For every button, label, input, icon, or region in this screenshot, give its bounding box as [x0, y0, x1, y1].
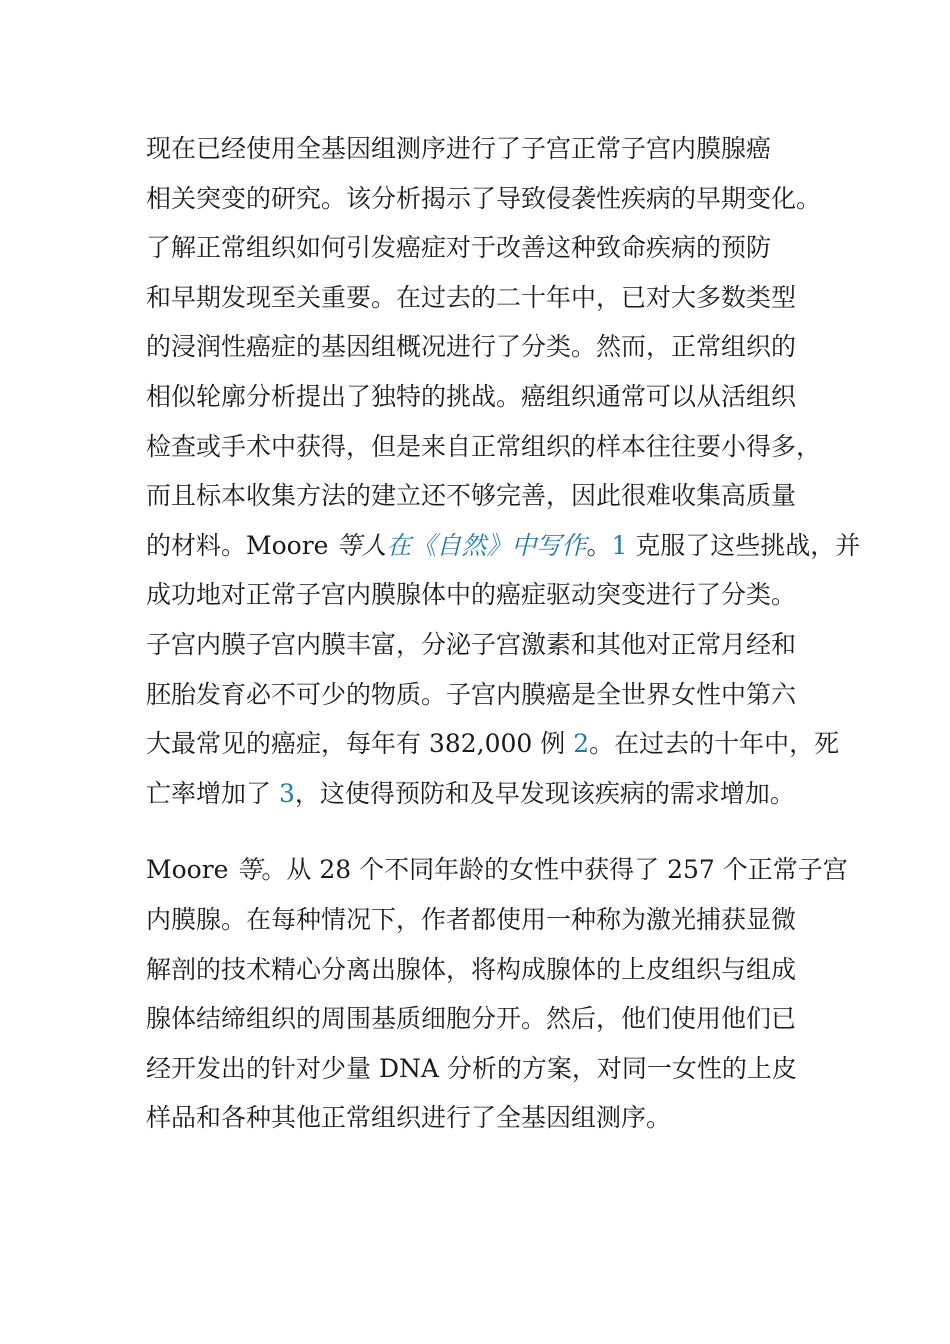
paragraph-1 — [146, 124, 861, 818]
text-segment: 大最常见的癌症，每年有 382,000 例 — [146, 729, 574, 759]
text-segment: 。 — [586, 530, 612, 560]
text-segment: 检查或手术中获得，但是来自正常组织的样本往往要小得多， — [146, 431, 822, 461]
text-line — [146, 521, 861, 571]
text-line — [146, 273, 836, 323]
text-line — [146, 471, 836, 521]
text-line — [146, 570, 836, 620]
article-body — [146, 124, 861, 1143]
text-segment: ，这使得预防和及早发现该疾病的需求增加。 — [294, 778, 795, 808]
text-segment: 等 — [236, 855, 262, 885]
text-segment: 克服了这些挑战，并 — [627, 530, 861, 560]
text-line — [146, 372, 836, 422]
text-segment: 内膜腺。在每种情况下，作者都使用一种称为激光捕获显微 — [146, 904, 797, 934]
text-line — [146, 670, 836, 720]
reference-link[interactable]: 3 — [278, 778, 295, 808]
reference-link[interactable]: 在《自然》中写作 — [386, 530, 587, 560]
text-segment: 和早期发现至关重要。在过去的二十年中，已对大多数类型 — [146, 282, 797, 312]
text-segment: 。在过去的十年中，死 — [589, 729, 840, 759]
text-segment: 等人 — [336, 530, 387, 560]
text-segment: 经开发出的针对少量 DNA 分析的方案，对同一女性的上皮 — [146, 1053, 797, 1083]
text-segment: 的材料。Moore — [146, 530, 337, 560]
text-line — [146, 945, 836, 995]
text-line — [146, 769, 836, 819]
text-segment: 了解正常组织如何引发癌症对于改善这种致命疾病的预防 — [146, 233, 772, 263]
text-line — [146, 322, 836, 372]
text-segment: Moore — [146, 855, 237, 885]
text-segment: 亡率增加了 — [146, 778, 279, 808]
text-segment: 子宫内膜子宫内膜丰富，分泌子宫激素和其他对正常月经和 — [146, 629, 797, 659]
text-segment: 样品和各种其他正常组织进行了全基因组测序。 — [146, 1103, 672, 1133]
text-line — [146, 174, 836, 224]
text-segment: 相关突变的研究。该分析揭示了导致侵袭性疾病的早期变化。 — [146, 183, 822, 213]
paragraph-2 — [146, 845, 848, 1143]
text-line — [146, 124, 836, 174]
text-segment: 。从 28 个不同年龄的女性中获得了 257 个正常子宫 — [261, 855, 848, 885]
text-segment: 的浸润性癌症的基因组概况进行了分类。然而，正常组织的 — [146, 332, 797, 362]
text-segment: 相似轮廓分析提出了独特的挑战。癌组织通常可以从活组织 — [146, 381, 797, 411]
text-segment: 而且标本收集方法的建立还不够完善，因此很难收集高质量 — [146, 481, 797, 511]
text-line — [146, 845, 848, 895]
text-line — [146, 1093, 836, 1143]
reference-link[interactable]: 2 — [573, 729, 590, 759]
text-line — [146, 895, 836, 945]
text-segment: 成功地对正常子宫内膜腺体中的癌症驱动突变进行了分类。 — [146, 580, 797, 610]
text-line — [146, 994, 836, 1044]
text-line — [146, 620, 836, 670]
text-segment: 腺体结缔组织的周围基质细胞分开。然后，他们使用他们已 — [146, 1004, 797, 1034]
text-segment: 解剖的技术精心分离出腺体，将构成腺体的上皮组织与组成 — [146, 954, 797, 984]
text-line — [146, 223, 836, 273]
text-line — [146, 422, 836, 472]
text-line — [146, 1044, 836, 1094]
text-segment: 现在已经使用全基因组测序进行了子宫正常子宫内膜腺癌 — [146, 134, 772, 163]
text-line — [146, 719, 840, 769]
reference-link[interactable]: 1 — [611, 530, 628, 560]
paragraph-gap — [146, 818, 836, 845]
text-segment: 胚胎发育必不可少的物质。子宫内膜癌是全世界女性中第六 — [146, 679, 797, 709]
